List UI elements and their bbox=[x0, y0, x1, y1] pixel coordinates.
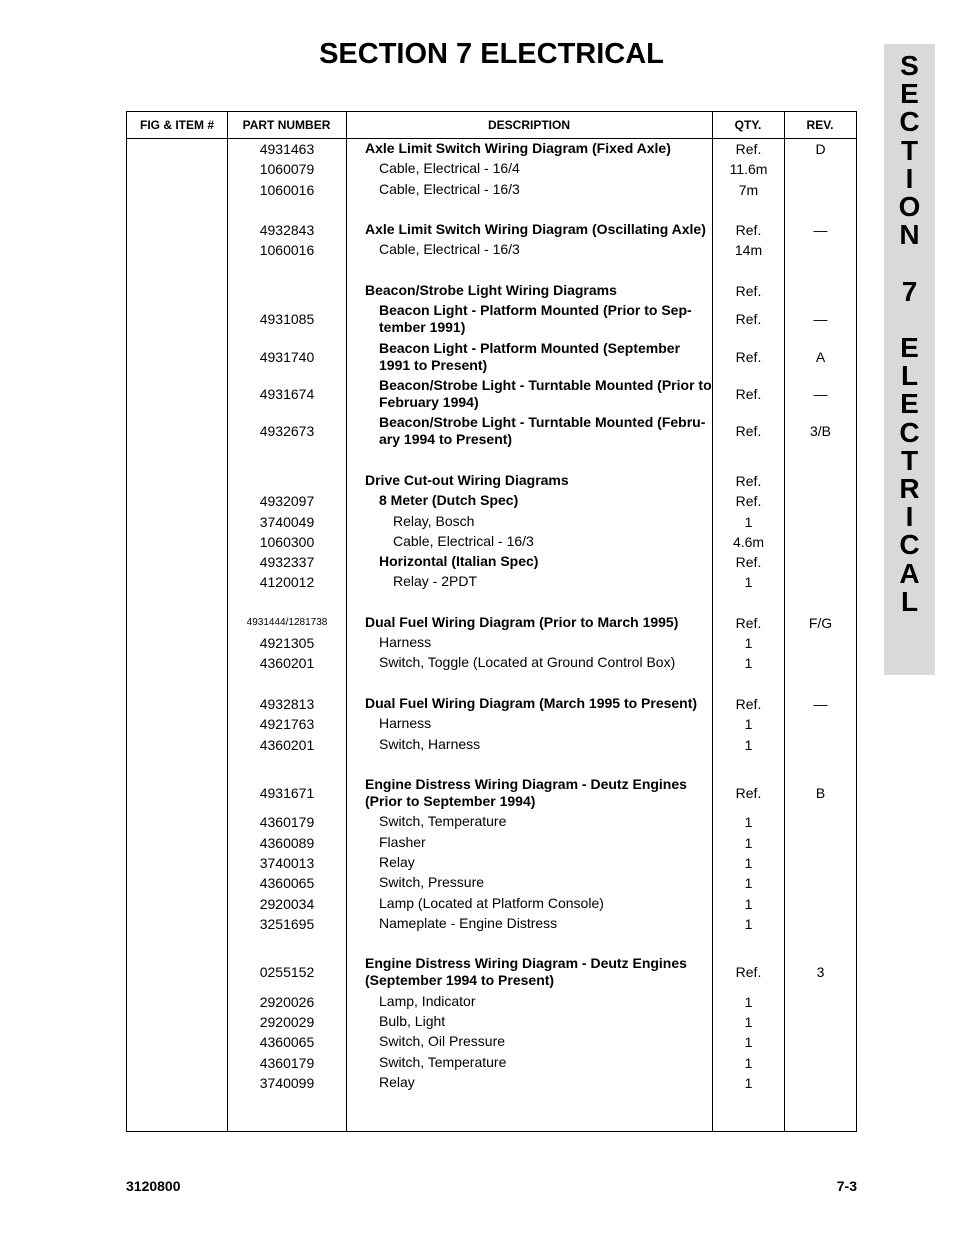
quantity-cell: 1 bbox=[744, 835, 753, 851]
table-row bbox=[127, 159, 856, 179]
description-cell: Cable, Electrical - 16/3 bbox=[379, 241, 520, 257]
revision-cell bbox=[785, 159, 856, 179]
revision-cell bbox=[785, 894, 856, 914]
quantity-cell: Ref. bbox=[735, 615, 762, 631]
revision-cell bbox=[785, 512, 856, 532]
description-cell: Switch, Temperature bbox=[379, 1054, 507, 1070]
part-number-cell: 3251695 bbox=[259, 916, 315, 932]
table-row bbox=[127, 833, 856, 853]
part-number-cell: 4932843 bbox=[259, 222, 315, 238]
revision-cell bbox=[785, 1053, 856, 1073]
quantity-cell: 1 bbox=[744, 875, 753, 891]
table-row bbox=[127, 735, 856, 755]
side-tab-letter: R bbox=[899, 473, 920, 504]
revision-cell bbox=[785, 873, 856, 893]
side-tab-letter: T bbox=[900, 444, 919, 476]
page-title: SECTION 7 ELECTRICAL bbox=[319, 38, 664, 70]
description-cell: Switch, Temperature bbox=[379, 813, 507, 829]
table-row bbox=[127, 653, 856, 673]
revision-cell bbox=[785, 471, 856, 491]
revision-cell: — bbox=[813, 696, 828, 712]
quantity-cell: 1 bbox=[744, 1055, 753, 1071]
part-number-cell: 4120012 bbox=[259, 574, 315, 590]
description-cell: Switch, Harness bbox=[379, 736, 481, 752]
revision-cell: — bbox=[813, 386, 828, 402]
revision-cell bbox=[785, 735, 856, 755]
table-row bbox=[127, 532, 856, 552]
table-row bbox=[127, 894, 856, 914]
quantity-cell: Ref. bbox=[735, 386, 762, 402]
table-row bbox=[127, 914, 856, 934]
quantity-cell: Ref. bbox=[735, 785, 762, 801]
quantity-cell: Ref. bbox=[735, 696, 762, 712]
side-tab-letter: L bbox=[900, 360, 919, 392]
part-number-cell: 3740049 bbox=[259, 514, 315, 530]
revision-cell bbox=[785, 1032, 856, 1052]
part-number-cell: 2920034 bbox=[259, 896, 315, 912]
table-row bbox=[127, 339, 856, 375]
part-number-cell: 4360179 bbox=[259, 814, 315, 830]
description-cell: Relay, Bosch bbox=[393, 513, 475, 529]
description-cell: Nameplate - Engine Distress bbox=[379, 915, 558, 931]
part-number-cell: 4932813 bbox=[259, 696, 315, 712]
revision-cell: F/G bbox=[808, 615, 833, 631]
revision-cell bbox=[785, 281, 856, 301]
part-number-cell: 4931674 bbox=[259, 386, 315, 402]
part-number-cell: 4932337 bbox=[259, 554, 315, 570]
table-row bbox=[127, 714, 856, 734]
revision-cell bbox=[785, 992, 856, 1012]
part-number-cell: 4932673 bbox=[259, 423, 315, 439]
revision-cell bbox=[785, 914, 856, 934]
header-rev: REV. bbox=[806, 118, 834, 132]
description-cell: Relay bbox=[379, 854, 415, 870]
quantity-cell: Ref. bbox=[735, 473, 762, 489]
side-tab-letter: A bbox=[899, 557, 920, 589]
part-number-cell: 4360201 bbox=[259, 737, 315, 753]
side-tab-letter: T bbox=[900, 134, 919, 166]
table-row bbox=[127, 240, 856, 260]
quantity-cell: 7m bbox=[738, 182, 759, 198]
part-number-cell: 0255152 bbox=[259, 964, 315, 980]
quantity-cell: 1 bbox=[744, 916, 753, 932]
description-cell: Switch, Toggle (Located at Ground Control Box) bbox=[379, 654, 676, 670]
header-fig-item: FIG & ITEM # bbox=[139, 118, 214, 132]
table-row bbox=[127, 853, 856, 873]
table-row bbox=[127, 220, 856, 240]
description-cell: Engine Distress Wiring Diagram - Deutz Engines (Prior to September 1994) bbox=[365, 776, 687, 809]
part-number-cell: 4360089 bbox=[259, 835, 315, 851]
part-number-cell: 4360201 bbox=[259, 655, 315, 671]
description-cell: Beacon/Strobe Light Wiring Diagrams bbox=[365, 282, 617, 298]
part-number-cell: 4932097 bbox=[259, 493, 315, 509]
table-row bbox=[127, 694, 856, 714]
part-number-cell: 3740013 bbox=[259, 855, 315, 871]
revision-cell bbox=[785, 1012, 856, 1032]
description-cell: Relay bbox=[379, 1074, 415, 1090]
quantity-cell: 1 bbox=[744, 574, 753, 590]
side-tab-letter: C bbox=[899, 529, 920, 561]
table-row bbox=[127, 1032, 856, 1052]
table-row bbox=[127, 552, 856, 572]
description-cell: Beacon/Strobe Light - Turntable Mounted (Febru-ary 1994 to Present) bbox=[379, 414, 706, 447]
revision-cell bbox=[785, 653, 856, 673]
quantity-cell: 1 bbox=[744, 514, 753, 530]
table-row bbox=[127, 413, 856, 449]
quantity-cell: Ref. bbox=[735, 311, 762, 327]
description-cell: 8 Meter (Dutch Spec) bbox=[379, 492, 519, 508]
table-row bbox=[127, 281, 856, 301]
description-cell: Horizontal (Italian Spec) bbox=[379, 553, 539, 569]
quantity-cell: 14m bbox=[734, 242, 763, 258]
part-number-cell bbox=[228, 471, 346, 491]
description-cell: Beacon/Strobe Light - Turntable Mounted (Prior to February 1994) bbox=[379, 377, 712, 410]
part-number-cell: 4931444/1281738 bbox=[246, 617, 328, 628]
table-row bbox=[127, 812, 856, 832]
quantity-cell: 11.6m bbox=[729, 161, 768, 177]
part-number-cell: 4931740 bbox=[259, 349, 315, 365]
quantity-cell: 1 bbox=[744, 1034, 753, 1050]
table-row bbox=[127, 139, 856, 159]
revision-cell: B bbox=[815, 785, 826, 801]
table-row bbox=[127, 873, 856, 893]
description-cell: Dual Fuel Wiring Diagram (March 1995 to Present) bbox=[365, 695, 698, 711]
revision-cell: — bbox=[813, 222, 828, 238]
quantity-cell: 1 bbox=[744, 994, 753, 1010]
side-tab-letter: E bbox=[900, 332, 919, 363]
description-cell: Dual Fuel Wiring Diagram (Prior to March 1995) bbox=[365, 614, 679, 630]
table-row bbox=[127, 1073, 856, 1093]
part-number-cell: 4921305 bbox=[259, 635, 315, 651]
quantity-cell: 1 bbox=[744, 737, 753, 753]
side-tab-letter: N bbox=[899, 219, 920, 251]
quantity-cell: 1 bbox=[744, 716, 753, 732]
revision-cell: 3/B bbox=[809, 423, 831, 439]
quantity-cell: 1 bbox=[744, 655, 753, 671]
description-cell: Relay - 2PDT bbox=[393, 573, 478, 589]
revision-cell bbox=[785, 180, 856, 200]
table-row bbox=[127, 301, 856, 337]
page-number: 7-3 bbox=[836, 1178, 857, 1194]
revision-cell: A bbox=[815, 349, 826, 365]
part-number-cell: 1060300 bbox=[259, 534, 315, 550]
revision-cell bbox=[785, 633, 856, 653]
side-tab-letter: I bbox=[905, 501, 914, 533]
quantity-cell: 1 bbox=[744, 896, 753, 912]
description-cell: Axle Limit Switch Wiring Diagram (Fixed Axle) bbox=[365, 140, 671, 156]
quantity-cell: Ref. bbox=[735, 493, 762, 509]
description-cell: Cable, Electrical - 16/3 bbox=[379, 181, 520, 197]
revision-cell bbox=[785, 812, 856, 832]
part-number-cell: 2920026 bbox=[259, 994, 315, 1010]
table-row bbox=[127, 1053, 856, 1073]
description-cell: Switch, Pressure bbox=[379, 874, 485, 890]
document-number: 3120800 bbox=[126, 1178, 181, 1194]
section-side-tab bbox=[884, 44, 935, 675]
part-number-cell: 1060079 bbox=[259, 161, 315, 177]
description-cell: Lamp, Indicator bbox=[379, 993, 476, 1009]
revision-cell bbox=[785, 1073, 856, 1093]
quantity-cell: 4.6m bbox=[732, 534, 765, 550]
part-number-cell: 1060016 bbox=[259, 182, 315, 198]
revision-cell bbox=[785, 552, 856, 572]
header-qty: QTY. bbox=[734, 118, 762, 132]
quantity-cell: Ref. bbox=[735, 554, 762, 570]
table-row bbox=[127, 613, 856, 633]
revision-cell bbox=[785, 833, 856, 853]
quantity-cell: Ref. bbox=[735, 964, 762, 980]
quantity-cell: 1 bbox=[744, 1014, 753, 1030]
description-cell: Engine Distress Wiring Diagram - Deutz Engines (September 1994 to Present) bbox=[365, 955, 687, 988]
description-cell: Cable, Electrical - 16/4 bbox=[379, 160, 520, 176]
quantity-cell: Ref. bbox=[735, 423, 762, 439]
revision-cell bbox=[785, 240, 856, 260]
side-tab-letter: I bbox=[905, 162, 914, 194]
table-row bbox=[127, 512, 856, 532]
header-description: DESCRIPTION bbox=[487, 118, 570, 132]
revision-cell bbox=[785, 532, 856, 552]
side-tab-letter: L bbox=[900, 585, 919, 617]
part-number-cell: 4360179 bbox=[259, 1055, 315, 1071]
revision-cell bbox=[785, 491, 856, 511]
quantity-cell: 1 bbox=[744, 814, 753, 830]
table-row bbox=[127, 180, 856, 200]
table-row bbox=[127, 633, 856, 653]
table-row bbox=[127, 775, 856, 811]
description-cell: Drive Cut-out Wiring Diagrams bbox=[365, 472, 569, 488]
quantity-cell: Ref. bbox=[735, 349, 762, 365]
part-number-cell: 4360065 bbox=[259, 875, 315, 891]
table-row bbox=[127, 471, 856, 491]
parts-table bbox=[126, 111, 857, 1132]
quantity-cell: 1 bbox=[744, 1075, 753, 1091]
part-number-cell: 3740099 bbox=[259, 1075, 315, 1091]
side-tab-letter: S bbox=[900, 50, 919, 81]
quantity-cell: 1 bbox=[744, 855, 753, 871]
table-row bbox=[127, 992, 856, 1012]
table-row bbox=[127, 376, 856, 412]
description-cell: Beacon Light - Platform Mounted (Prior to Sep-tember 1991) bbox=[379, 302, 692, 335]
description-cell: Axle Limit Switch Wiring Diagram (Oscillating Axle) bbox=[365, 221, 706, 237]
part-number-cell: 4931463 bbox=[259, 141, 315, 157]
description-cell: Cable, Electrical - 16/3 bbox=[393, 533, 534, 549]
quantity-cell: Ref. bbox=[735, 141, 762, 157]
description-cell: Beacon Light - Platform Mounted (September 1991 to Present) bbox=[379, 340, 681, 373]
part-number-cell: 4921763 bbox=[259, 716, 315, 732]
description-cell: Bulb, Light bbox=[379, 1013, 446, 1029]
part-number-cell: 4360065 bbox=[259, 1034, 315, 1050]
quantity-cell: Ref. bbox=[735, 222, 762, 238]
revision-cell: — bbox=[813, 311, 828, 327]
description-cell: Harness bbox=[379, 634, 432, 650]
table-row bbox=[127, 491, 856, 511]
quantity-cell: 1 bbox=[744, 635, 753, 651]
side-tab-letter: C bbox=[899, 106, 920, 138]
description-cell: Flasher bbox=[379, 834, 426, 850]
table-row bbox=[127, 572, 856, 592]
revision-cell bbox=[785, 714, 856, 734]
side-tab-letter: O bbox=[898, 191, 921, 222]
side-tab-letter: E bbox=[900, 78, 919, 110]
revision-cell bbox=[785, 853, 856, 873]
revision-cell: D bbox=[815, 141, 826, 157]
part-number-cell: 4931085 bbox=[259, 311, 315, 327]
header-part-number: PART NUMBER bbox=[242, 118, 331, 132]
table-row bbox=[127, 954, 856, 990]
side-tab-letter: 7 bbox=[901, 275, 918, 307]
table-row bbox=[127, 1012, 856, 1032]
part-number-cell: 4931671 bbox=[259, 785, 315, 801]
quantity-cell: Ref. bbox=[735, 283, 762, 299]
revision-cell: 3 bbox=[816, 964, 825, 980]
part-number-cell: 2920029 bbox=[259, 1014, 315, 1030]
description-cell: Switch, Oil Pressure bbox=[379, 1033, 506, 1049]
revision-cell bbox=[785, 572, 856, 592]
part-number-cell: 1060016 bbox=[259, 242, 315, 258]
part-number-cell bbox=[228, 281, 346, 301]
side-tab-letter: C bbox=[899, 416, 920, 448]
description-cell: Harness bbox=[379, 715, 432, 731]
side-tab-letter: E bbox=[900, 388, 919, 420]
description-cell: Lamp (Located at Platform Console) bbox=[379, 895, 604, 911]
